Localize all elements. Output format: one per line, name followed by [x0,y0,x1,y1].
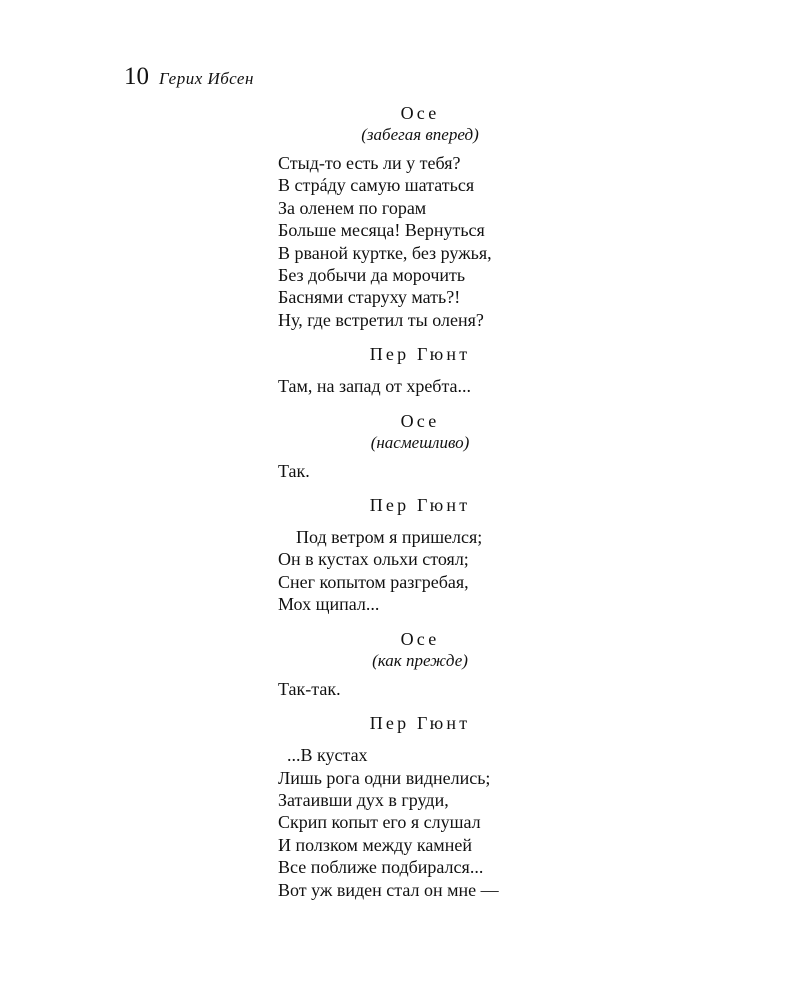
speaker-name: Пер Гюнт [369,344,471,365]
verse-line: В стрáду самую шататься [278,175,475,196]
speaker-name: Осе [400,410,440,431]
verse-line: Все поближе подбирался... [278,857,484,878]
dialogue-block [278,343,618,397]
verse-line: Вот уж виден стал он мне — [278,879,499,900]
verse-line: И ползком между камней [278,834,472,855]
stage-direction: (насмешливо) [370,432,470,452]
verse-line: Скрип копыт его я слушал [278,812,481,833]
stage-direction: (как прежде) [372,650,468,670]
dialogue-block [278,410,618,482]
verse-line: Снег копытом разгребая, [278,571,469,592]
verse-line: Ну, где встретил ты оленя? [278,309,484,330]
dialogue-block [278,712,618,901]
dialogue-block [278,628,618,700]
verse-line: Так. [278,460,310,481]
verse-line: Баснями старуху мать?! [278,287,461,308]
verse-line: Так-так. [278,678,341,699]
page-number: 10 [124,63,149,90]
verse-line: Он в кустах ольхи стоял; [278,549,469,570]
verse-line: Под ветром я пришелся; [278,527,483,548]
speaker-name: Осе [400,103,440,123]
verse-line: Мох щипал... [278,594,380,615]
running-header [124,62,254,92]
running-title: Герих Ибсен [159,69,254,88]
verse-line: Там, на запад от хребта... [278,376,472,397]
verse-line: Лишь рога одни виднелись; [278,767,491,788]
verse-line: В рваной куртке, без ружья, [278,242,492,263]
speaker-name: Пер Гюнт [369,713,471,734]
dialogue-block [278,102,618,331]
verse-line: За оленем по горам [278,197,427,218]
speaker-name: Пер Гюнт [369,495,471,516]
verse-line: ...В кустах [278,745,368,766]
verse-line: Затаивши дух в груди, [278,789,449,810]
verse-line: Стыд-то есть ли у тебя? [278,153,461,173]
dialogue-block [278,494,618,616]
verse-line: Больше месяца! Вернуться [278,220,485,241]
play-text [278,102,618,913]
verse-line: Без добычи да морочить [278,265,466,286]
stage-direction: (забегая вперед) [361,125,479,144]
speaker-name: Осе [400,628,440,649]
